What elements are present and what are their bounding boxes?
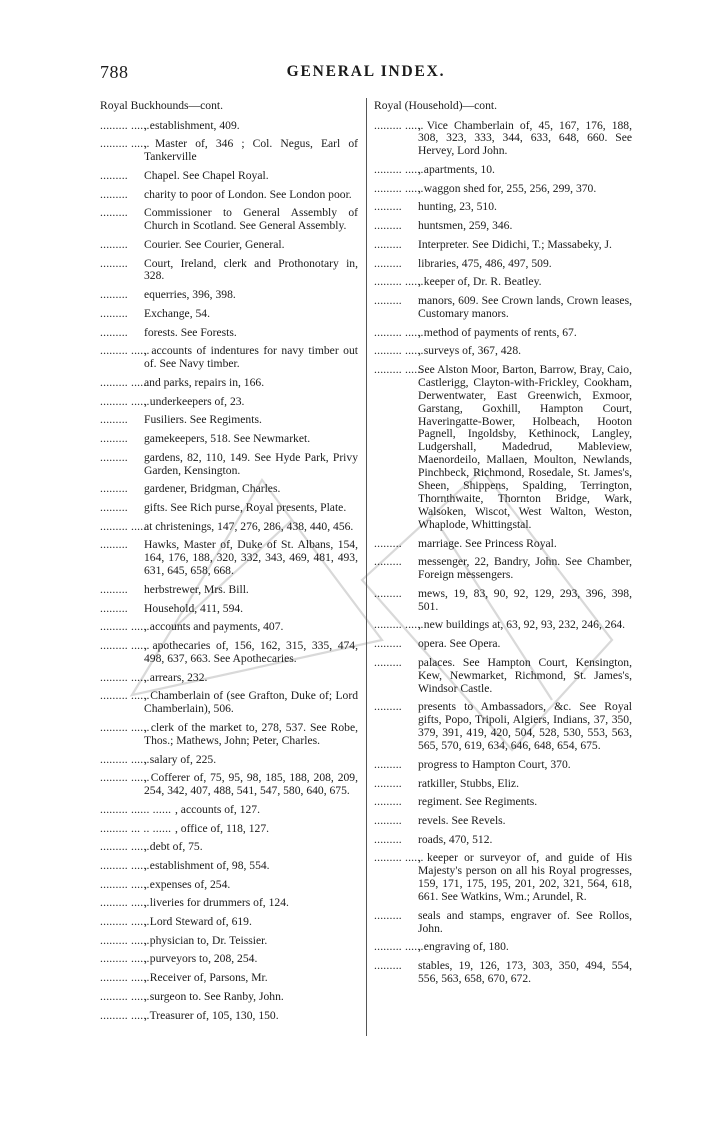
leader-dots: ......... ...... — [374, 344, 424, 358]
leader-dots: ......... — [100, 206, 128, 220]
leader-dots: ......... — [100, 325, 128, 339]
index-entry — [100, 897, 358, 910]
index-entry — [374, 796, 632, 809]
index-entry — [374, 759, 632, 772]
entry-text: mews, 19, 83, 90, 92, 129, 293, 396, 398, 501. — [418, 586, 632, 613]
entry-text: , apothecaries of, 156, 162, 315, 335, 474, 498, 637, 663. See Apothecaries. — [144, 639, 358, 665]
leader-dots: ......... ...... — [374, 275, 424, 289]
index-entry — [100, 327, 358, 340]
index-entry — [374, 327, 632, 340]
leader-dots: ......... — [374, 757, 402, 771]
page-number: 788 — [100, 62, 129, 82]
entry-text: palaces. See Hampton Court, Kensington, Kew, Newmarket, Richmond, St. James's, Windsor Castle. — [418, 655, 632, 695]
index-entry — [374, 295, 632, 321]
index-entry — [374, 638, 632, 651]
entry-text: , arrears, 232. — [144, 670, 208, 684]
index-entry — [100, 879, 358, 892]
leader-dots: ......... — [374, 959, 402, 973]
entry-text: and parks, repairs in, 166. — [144, 375, 265, 389]
index-entry — [100, 521, 358, 534]
leader-dots: ......... — [374, 637, 402, 651]
entry-text: , surgeon to. See Ranby, John. — [144, 989, 284, 1003]
entry-text: , underkeepers of, 23. — [144, 394, 245, 408]
leader-dots: ......... ...... — [100, 670, 150, 684]
leader-dots: ......... ...... — [100, 375, 150, 389]
index-entry — [100, 189, 358, 202]
column-heading: Royal Buckhounds—cont. — [100, 99, 224, 112]
entry-text: , establishment, 409. — [144, 118, 240, 132]
leader-dots: ......... ...... — [100, 639, 150, 653]
index-entry — [100, 138, 358, 164]
index-entry — [100, 308, 358, 321]
entry-text: , Treasurer of, 105, 130, 150. — [144, 1008, 279, 1022]
index-entry — [100, 804, 358, 817]
entry-text: , surveys of, 367, 428. — [418, 344, 522, 358]
leader-dots: ......... — [374, 795, 402, 809]
leader-dots: ......... — [100, 288, 128, 302]
leader-dots: ......... — [374, 237, 402, 251]
index-entry — [100, 258, 358, 284]
index-entry — [100, 433, 358, 446]
entry-text: , accounts of, 127. — [175, 802, 261, 816]
entry-text: Fusiliers. See Regiments. — [144, 413, 262, 427]
index-entry — [374, 701, 632, 753]
entry-text: , accounts and payments, 407. — [144, 620, 284, 634]
index-entry — [374, 258, 632, 271]
running-title: GENERAL INDEX. — [286, 63, 446, 80]
leader-dots: ......... ... .. ...... — [100, 821, 172, 835]
entry-text: , keeper or surveyor of, and guide of His Majesty's person on all his Royal progresses, 159, 171, 175, 195, 201, 202, 321, 564, 618, 661. See Watkins, Wm.; Arundel, R. — [418, 851, 632, 904]
leader-dots: ......... — [374, 256, 402, 270]
entry-text: Interpreter. See Didichi, T.; Massabeky, J. — [418, 237, 612, 251]
entry-text: , apartments, 10. — [418, 163, 495, 177]
entry-text: hunting, 23, 510. — [418, 200, 497, 214]
entry-text: manors, 609. See Crown lands, Crown leases, Customary manors. — [418, 293, 632, 320]
index-entry — [100, 289, 358, 302]
right-entry-list — [374, 120, 632, 986]
entry-text: , Cofferer of, 75, 95, 98, 185, 188, 208, 209, 254, 342, 407, 488, 541, 547, 580, 640, 675. — [144, 771, 358, 798]
entry-text: ratkiller, Stubbs, Eliz. — [418, 776, 519, 790]
leader-dots: ......... — [374, 536, 402, 550]
leader-dots: ......... ...... — [100, 971, 150, 985]
index-entry — [100, 672, 358, 685]
index-entry — [374, 910, 632, 936]
index-entry — [100, 754, 358, 767]
entry-text: , establishment of, 98, 554. — [144, 858, 270, 872]
leader-dots: ......... — [100, 413, 128, 427]
entry-text: messenger, 22, Bandry, John. See Chamber, Foreign messengers. — [418, 555, 632, 582]
leader-dots: ......... — [100, 431, 128, 445]
entry-text: , Master of, 346 ; Col. Negus, Earl of Tankerville — [144, 137, 358, 164]
leader-dots: ......... ...... — [100, 118, 150, 132]
index-entry — [100, 972, 358, 985]
index-entry — [374, 276, 632, 289]
entry-text: , engraving of, 180. — [418, 940, 509, 954]
leader-dots: ......... — [374, 555, 402, 569]
entry-text: herbstrewer, Mrs. Bill. — [144, 582, 249, 596]
entry-text: regiment. See Regiments. — [418, 795, 538, 809]
leader-dots: ......... ...... — [100, 344, 150, 358]
index-entry — [374, 220, 632, 233]
entry-text: roads, 470, 512. — [418, 832, 493, 846]
leader-dots: ......... ...... — [374, 325, 424, 339]
entry-text: Courier. See Courier, General. — [144, 237, 285, 251]
index-entry — [100, 396, 358, 409]
index-entry — [100, 916, 358, 929]
index-entry — [100, 772, 358, 798]
entry-text: , debt of, 75. — [144, 840, 203, 854]
index-entry — [374, 201, 632, 214]
left-index-column — [100, 100, 358, 1028]
index-entry — [100, 953, 358, 966]
entry-text: Court, Ireland, clerk and Prothonotary in, 328. — [144, 256, 358, 283]
index-entry — [100, 239, 358, 252]
leader-dots: ......... — [100, 450, 128, 464]
leader-dots: ......... ...... — [100, 137, 150, 151]
leader-dots: ......... — [100, 601, 128, 615]
leader-dots: ......... — [374, 200, 402, 214]
entry-text: , liveries for drummers of, 124. — [144, 896, 289, 910]
leader-dots: ......... — [100, 582, 128, 596]
index-entry — [374, 345, 632, 358]
index-entry — [100, 207, 358, 233]
leader-dots: ......... ...... — [100, 620, 150, 634]
entry-text: gardens, 82, 110, 149. See Hyde Park, Privy Garden, Kensington. — [144, 450, 358, 477]
index-entry — [100, 120, 358, 133]
entry-text: gifts. See Rich purse, Royal presents, Plate. — [144, 500, 347, 514]
leader-dots: ......... — [100, 256, 128, 270]
right-index-column — [374, 100, 632, 992]
leader-dots: ......... — [374, 655, 402, 669]
entry-text: , clerk of the market to, 278, 537. See Robe, Thos.; Mathews, John; Peter, Charles. — [144, 720, 358, 747]
entry-text: , physician to, Dr. Teissier. — [144, 933, 268, 947]
index-entry — [100, 502, 358, 515]
leader-dots: ......... ...... — [100, 394, 150, 408]
leader-dots: ......... ...... ...... — [100, 802, 172, 816]
leader-dots: ......... — [374, 813, 402, 827]
entry-text: Hawks, Master of, Duke of St. Albans, 154, 164, 176, 188, 320, 332, 343, 469, 481, 493, 631, 645, 658, 668. — [144, 538, 358, 578]
index-entry — [100, 584, 358, 597]
index-entry — [100, 345, 358, 371]
leader-dots: ......... ...... — [100, 952, 150, 966]
index-entry — [100, 539, 358, 578]
leader-dots: ......... — [374, 586, 402, 600]
entry-text: gamekeepers, 518. See Newmarket. — [144, 431, 311, 445]
leader-dots: ......... ...... — [100, 915, 150, 929]
entry-text: charity to poor of London. See London poor. — [144, 187, 352, 201]
index-entry — [100, 991, 358, 1004]
entry-text: , office of, 118, 127. — [175, 821, 270, 835]
index-entry — [100, 860, 358, 873]
leader-dots: ......... — [374, 908, 402, 922]
leader-dots: ......... — [100, 168, 128, 182]
leader-dots: ......... ...... — [100, 933, 150, 947]
index-entry — [100, 170, 358, 183]
entry-text: forests. See Forests. — [144, 325, 237, 339]
index-entry — [100, 377, 358, 390]
index-entry — [374, 120, 632, 159]
entry-text: presents to Ambassadors, &c. See Royal gifts, Popo, Tripoli, Algiers, Indians, 37, 350, 379, 391, 419, 420, 504, 528, 530, 553, 563, 565, 570, 619, 634, 646, 648, 654, 675. — [418, 700, 632, 753]
leader-dots: ......... — [100, 500, 128, 514]
index-entry — [100, 414, 358, 427]
index-entry — [100, 722, 358, 748]
leader-dots: ......... — [374, 832, 402, 846]
leader-dots: ......... ...... — [374, 362, 424, 376]
entry-text: Exchange, 54. — [144, 306, 210, 320]
entry-text: , purveyors to, 208, 254. — [144, 952, 258, 966]
index-entry — [374, 852, 632, 904]
leader-dots: ......... — [100, 306, 128, 320]
leader-dots: ......... ...... — [100, 519, 150, 533]
entry-text: , expenses of, 254. — [144, 877, 231, 891]
leader-dots: ......... — [374, 219, 402, 233]
leader-dots: ......... — [374, 293, 402, 307]
entry-text: , accounts of indentures for navy timber out of. See Navy timber. — [144, 344, 358, 371]
index-entry — [100, 841, 358, 854]
index-entry — [374, 778, 632, 791]
index-entry — [100, 452, 358, 478]
leader-dots: ......... ...... — [374, 118, 424, 132]
entry-text: equerries, 396, 398. — [144, 288, 236, 302]
index-entry — [374, 815, 632, 828]
entry-text: , Chamberlain of (see Grafton, Duke of; Lord Chamberlain), 506. — [144, 689, 358, 716]
leader-dots: ......... ...... — [100, 689, 150, 703]
entry-text: seals and stamps, engraver of. See Rollos, John. — [418, 908, 632, 935]
entry-text: Household, 411, 594. — [144, 601, 244, 615]
index-entry — [374, 588, 632, 614]
index-entry — [100, 935, 358, 948]
leader-dots: ......... ...... — [374, 181, 424, 195]
entry-text: Commissioner to General Assembly of Church in Scotland. See General Assembly. — [144, 206, 358, 233]
entry-text: , Vice Chamberlain of, 45, 167, 176, 188, 308, 323, 333, 344, 633, 648, 660. See Hervey, Lord John. — [418, 118, 632, 158]
index-entry — [374, 364, 632, 532]
index-entry — [100, 690, 358, 716]
column-heading: Royal (Household)—cont. — [374, 99, 498, 112]
index-entry — [374, 619, 632, 632]
index-entry — [100, 483, 358, 496]
leader-dots: ......... ...... — [374, 163, 424, 177]
leader-dots: ......... — [374, 700, 402, 714]
entry-text: at christenings, 147, 276, 286, 438, 440, 456. — [144, 519, 354, 533]
index-entry — [374, 164, 632, 177]
leader-dots: ......... ...... — [100, 752, 150, 766]
leader-dots: ......... — [374, 776, 402, 790]
entry-text: libraries, 475, 486, 497, 509. — [418, 256, 552, 270]
index-entry — [374, 556, 632, 582]
index-entry — [100, 621, 358, 634]
leader-dots: ......... — [100, 538, 128, 552]
entry-text: revels. See Revels. — [418, 813, 506, 827]
index-entry — [100, 823, 358, 836]
leader-dots: ......... ...... — [100, 858, 150, 872]
index-entry — [374, 239, 632, 252]
leader-dots: ......... — [100, 482, 128, 496]
entry-text: stables, 19, 126, 173, 303, 350, 494, 554, 556, 563, 658, 670, 672. — [418, 959, 632, 985]
index-entry — [374, 834, 632, 847]
leader-dots: ......... ...... — [100, 877, 150, 891]
leader-dots: ......... — [100, 187, 128, 201]
index-entry — [374, 183, 632, 196]
leader-dots: ......... ...... — [100, 896, 150, 910]
entry-text: gardener, Bridgman, Charles. — [144, 482, 281, 496]
page-header — [100, 62, 632, 86]
leader-dots: ......... ...... — [374, 851, 424, 865]
index-entry — [374, 657, 632, 696]
leader-dots: ......... ...... — [100, 989, 150, 1003]
entry-text: , method of payments of rents, 67. — [418, 325, 577, 339]
entry-text: huntsmen, 259, 346. — [418, 219, 513, 233]
entry-text: marriage. See Princess Royal. — [418, 536, 557, 550]
entry-text: , waggon shed for, 255, 256, 299, 370. — [418, 181, 597, 195]
entry-text: See Alston Moor, Barton, Barrow, Bray, Caio, Castlerigg, Clayton-with-Frickley, Cookham, Derwentwater, East Greenwich, Exmoor, Garstang, Goxhill, Hampton Court, Haveringatte-Bower, Holbeach, Hooton Pagnell, Ingoldsby, Kethinock, Langley, Ludgershall, Madedrud, Mableview, Maenordeilo, Mallaen, Moulton, Newlands, Pinchbeck, Richmond, Rosedale, St. James's, Sheen, Shippens, Spalding, Terrington, Thornthwaite, Thornton Bridge, Wark, Walsoken, Wiscot, West Walton, Weston, Whaplode, Whittingstal. — [418, 362, 632, 531]
leader-dots: ......... ...... — [100, 771, 150, 785]
entry-text: , Receiver of, Parsons, Mr. — [144, 971, 268, 985]
leader-dots: ......... — [100, 237, 128, 251]
entry-text: , keeper of, Dr. R. Beatley. — [418, 275, 542, 289]
leader-dots: ......... ...... — [100, 720, 150, 734]
index-entry — [100, 640, 358, 666]
leader-dots: ......... ...... — [374, 618, 424, 632]
index-entry — [100, 603, 358, 616]
leader-dots: ......... ...... — [100, 840, 150, 854]
index-entry — [374, 941, 632, 954]
entry-text: , salary of, 225. — [144, 752, 217, 766]
leader-dots: ......... ...... — [100, 1008, 150, 1022]
entry-text: progress to Hampton Court, 370. — [418, 757, 571, 771]
column-divider — [366, 98, 367, 1036]
entry-text: Chapel. See Chapel Royal. — [144, 168, 269, 182]
index-entry — [374, 960, 632, 986]
index-entry — [374, 538, 632, 551]
leader-dots: ......... ...... — [374, 940, 424, 954]
index-entry — [100, 1010, 358, 1023]
entry-text: , new buildings at, 63, 92, 93, 232, 246, 264. — [418, 618, 626, 632]
entry-text: , Lord Steward of, 619. — [144, 915, 252, 929]
entry-text: opera. See Opera. — [418, 637, 501, 651]
left-entry-list — [100, 120, 358, 1023]
